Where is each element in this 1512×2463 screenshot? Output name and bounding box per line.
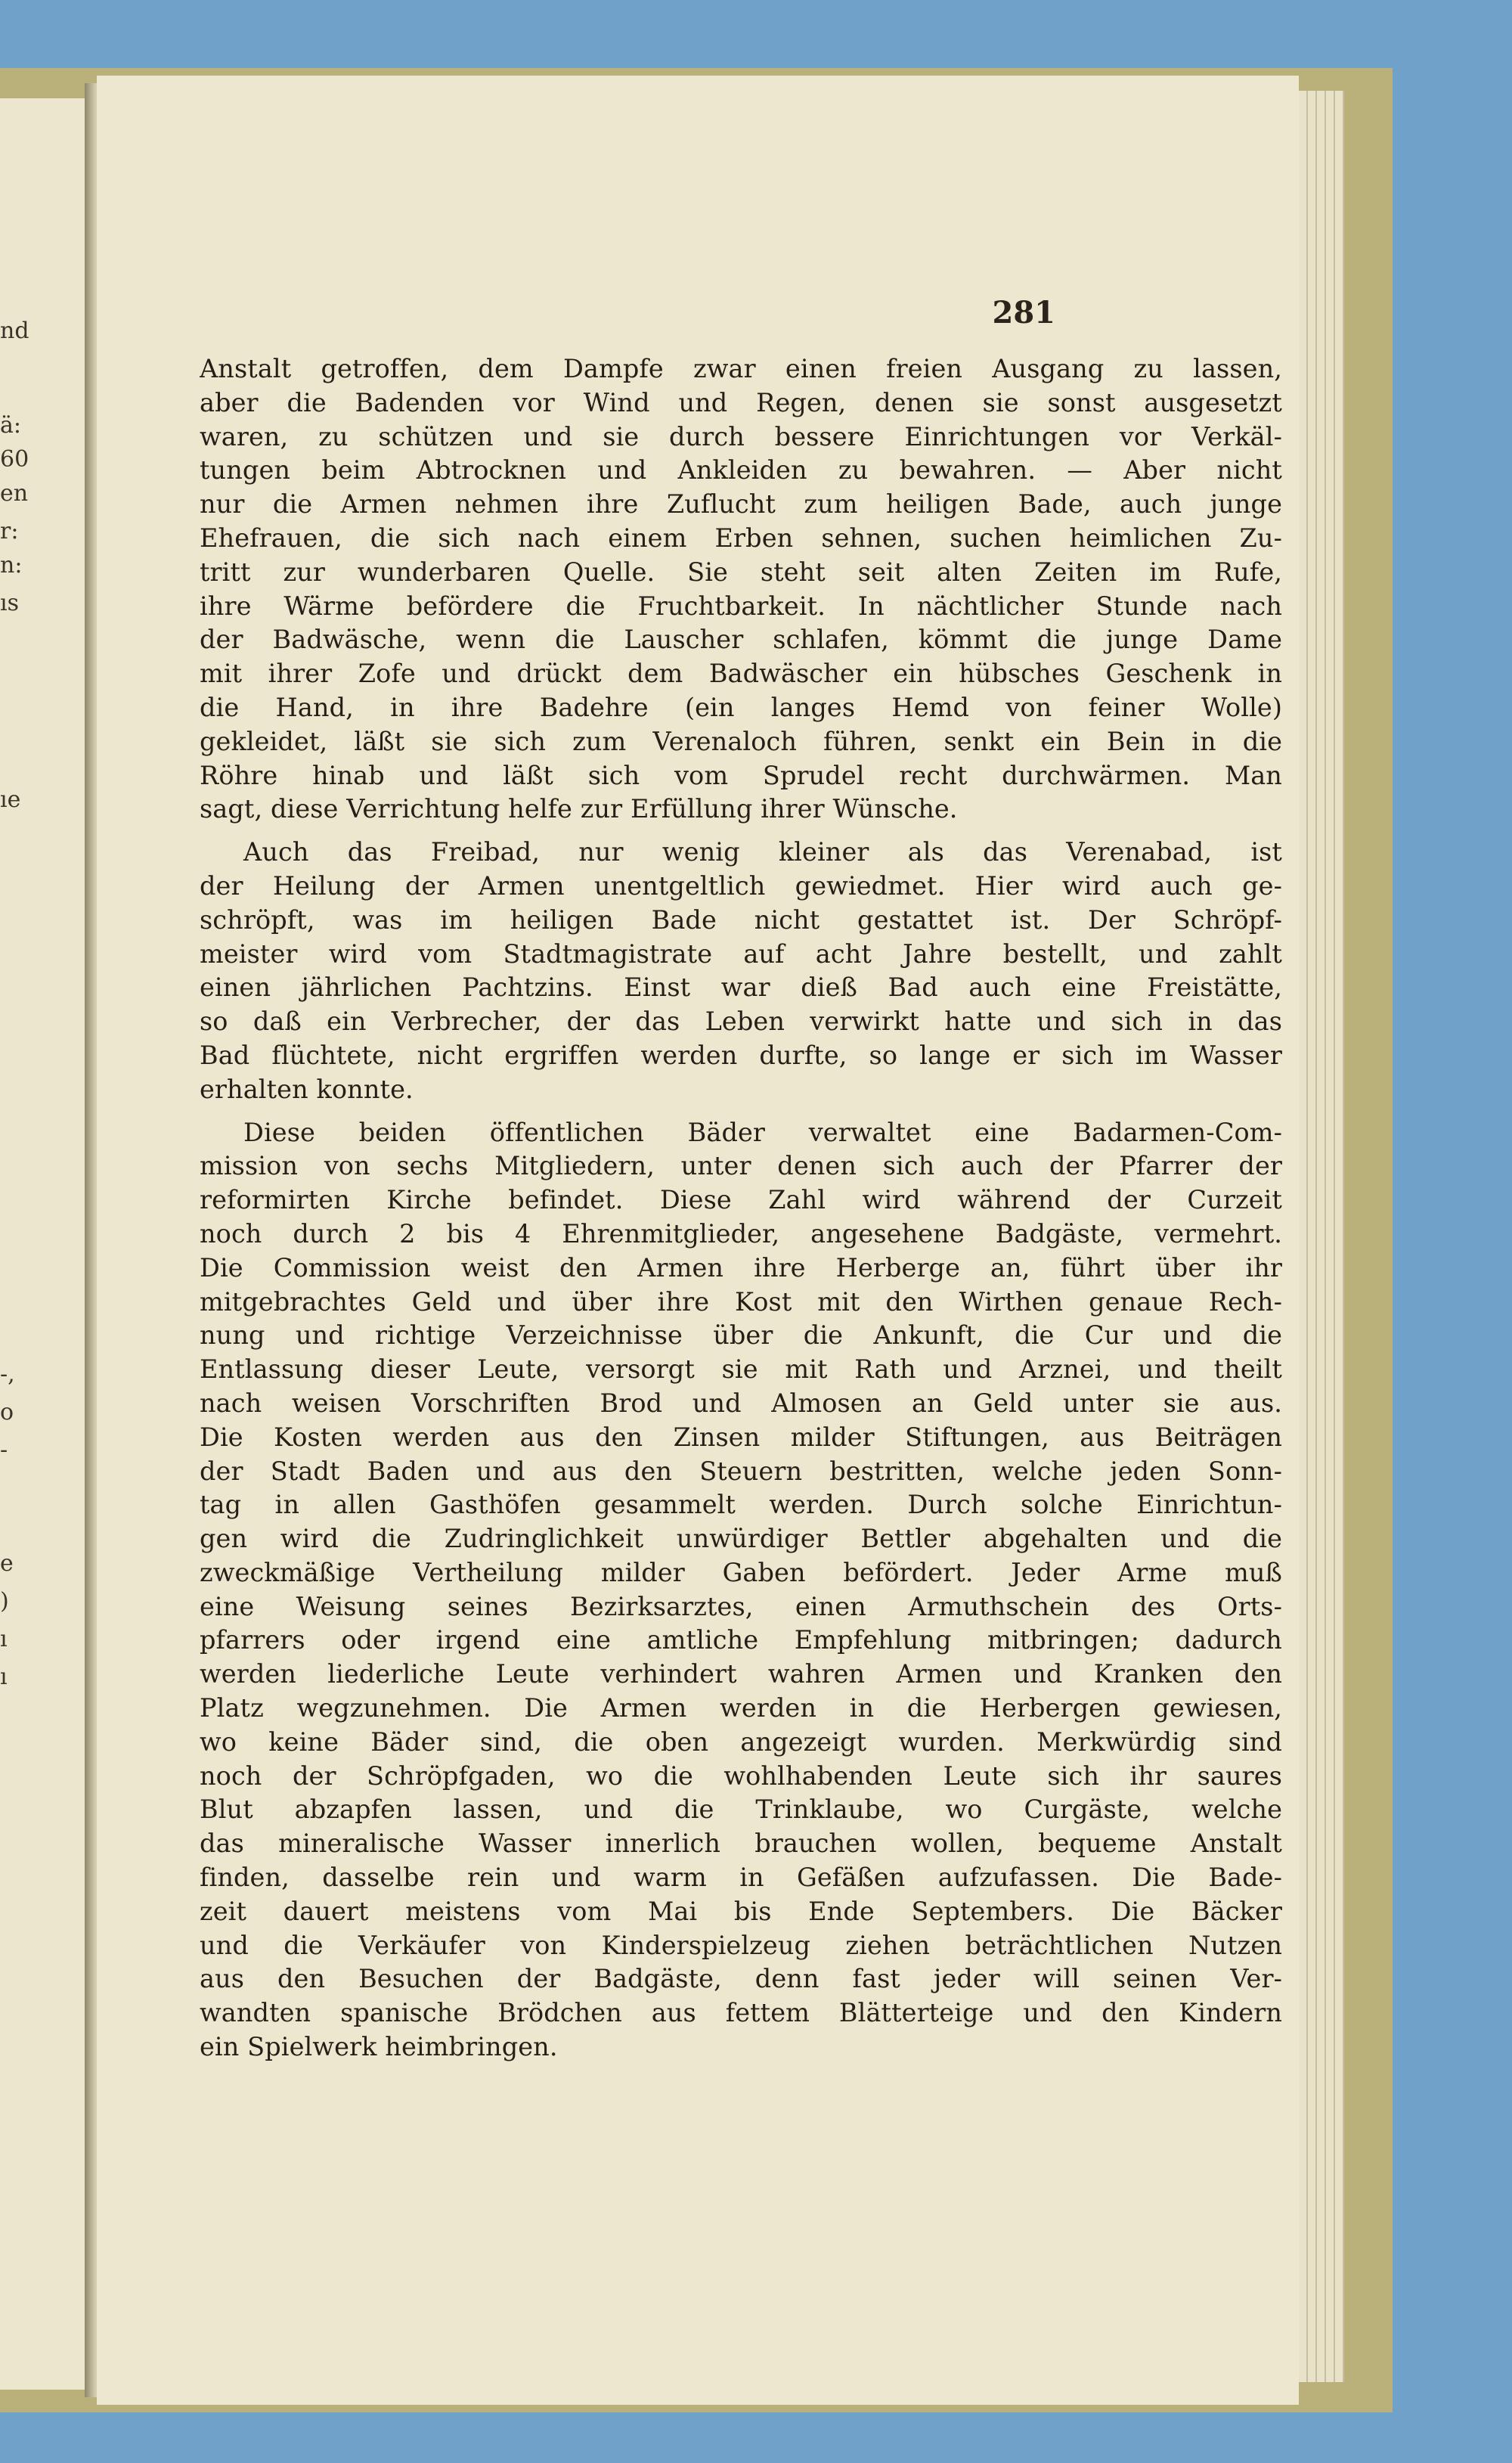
text-line: gen wird die Zudringlichkeit unwürdiger Bettler abgehalten und die	[200, 1524, 1282, 1554]
text-line: einen jährlichen Pachtzins. Einst war dieß Bad auch eine Freistätte,	[200, 972, 1282, 1003]
left-page-fragment: o	[0, 1399, 14, 1425]
left-page-fragment: e	[0, 1550, 14, 1577]
text-line: ihre Wärme befördere die Fruchtbarkeit. In nächtlicher Stunde nach	[200, 591, 1282, 621]
text-line: wandten spanische Brödchen aus fettem Blätterteige und den Kindern	[200, 1998, 1282, 2028]
text-line: mit ihrer Zofe und drückt dem Badwäscher ein hübsches Geschenk in	[200, 659, 1282, 689]
left-page-fragment: nd	[0, 318, 29, 344]
left-page-fragment: ı	[0, 1664, 8, 1690]
text-line: meister wird vom Stadtmagistrate auf acht Jahre bestellt, und zahlt	[200, 938, 1282, 969]
text-line: nur die Armen nehmen ihre Zuflucht zum heiligen Bade, auch junge	[200, 489, 1282, 520]
text-line: ein Spielwerk heimbringen.	[200, 2032, 558, 2062]
text-line: Platz wegzunehmen. Die Armen werden in die Herbergen gewiesen,	[200, 1693, 1282, 1723]
text-line: reformirten Kirche befindet. Diese Zahl wird während der Curzeit	[200, 1185, 1282, 1215]
left-page-fragment: en	[0, 480, 29, 507]
text-line: Die Kosten werden aus den Zinsen milder Stiftungen, aus Beiträgen	[200, 1422, 1282, 1452]
text-line: und die Verkäufer von Kinderspielzeug ziehen beträchtlichen Nutzen	[200, 1930, 1282, 1960]
text-line: zweckmäßige Vertheilung milder Gaben befördert. Jeder Arme muß	[200, 1557, 1282, 1587]
left-page-fragment: ıe	[0, 786, 21, 813]
page-edge	[1299, 91, 1308, 2382]
text-line: das mineralische Wasser innerlich brauchen wollen, bequeme Anstalt	[200, 1829, 1282, 1859]
text-line: waren, zu schützen und sie durch bessere Einrichtungen vor Verkäl-	[200, 421, 1282, 451]
left-page-fragment: ıs	[0, 590, 19, 616]
text-line: der Stadt Baden und aus den Steuern bestritten, welche jeden Sonn-	[200, 1456, 1282, 1486]
text-line: Ehefrauen, die sich nach einem Erben sehnen, suchen heimlichen Zu-	[200, 523, 1282, 553]
left-page-fragment: -,	[0, 1361, 15, 1388]
text-line: Auch das Freibad, nur wenig kleiner als das Verenabad, ist	[243, 837, 1282, 867]
left-page-fragment: )	[0, 1588, 9, 1615]
text-line: Blut abzapfen lassen, und die Trinklaube, wo Curgäste, welche	[200, 1795, 1282, 1825]
book-page	[97, 76, 1299, 2405]
text-line: noch durch 2 bis 4 Ehrenmitglieder, angesehene Badgäste, vermehrt.	[200, 1218, 1282, 1249]
left-page-fragment: n:	[0, 552, 23, 579]
page-edge	[1317, 91, 1326, 2382]
text-line: noch der Schröpfgaden, wo die wohlhabenden Leute sich ihr saures	[200, 1760, 1282, 1791]
page-edge	[1326, 91, 1335, 2382]
text-line: wo keine Bäder sind, die oben angezeigt wurden. Merkwürdig sind	[200, 1726, 1282, 1757]
left-page-fragment: r:	[0, 518, 19, 544]
text-line: sagt, diese Verrichtung helfe zur Erfüllung ihrer Wünsche.	[200, 794, 958, 824]
text-line: nung und richtige Verzeichnisse über die Ankunft, die Cur und die	[200, 1320, 1282, 1351]
text-line: erhalten konnte.	[200, 1074, 414, 1104]
text-line: so daß ein Verbrecher, der das Leben verwirkt hatte und sich in das	[200, 1007, 1282, 1037]
text-line: zeit dauert meistens vom Mai bis Ende Septembers. Die Bäcker	[200, 1896, 1282, 1926]
text-line: tag in allen Gasthöfen gesammelt werden. Durch solche Einrichtun-	[200, 1490, 1282, 1520]
text-line: der Heilung der Armen unentgeltlich gewiedmet. Hier wird auch ge-	[200, 870, 1282, 901]
page-edge	[1335, 91, 1344, 2382]
left-page-edge	[0, 98, 91, 2390]
paragraph-gap	[200, 1107, 1282, 1116]
left-page-fragment: ı	[0, 1626, 8, 1652]
text-line: Entlassung dieser Leute, versorgt sie mit Rath und Arznei, und theilt	[200, 1354, 1282, 1385]
text-line: aber die Badenden vor Wind und Regen, denen sie sonst ausgesetzt	[200, 387, 1282, 417]
text-line: finden, dasselbe rein und warm in Gefäßen aufzufassen. Die Bade-	[200, 1863, 1282, 1893]
text-line: eine Weisung seines Bezirksarztes, einen Armuthschein des Orts-	[200, 1591, 1282, 1621]
text-line: Bad flüchtete, nicht ergriffen werden durfte, so lange er sich im Wasser	[200, 1040, 1282, 1070]
body-text	[200, 352, 1282, 2064]
text-line: schröpft, was im heiligen Bade nicht gestattet ist. Der Schröpf-	[200, 904, 1282, 935]
text-line: Röhre hinab und läßt sich vom Sprudel recht durchwärmen. Man	[200, 760, 1282, 790]
text-line: werden liederliche Leute verhindert wahren Armen und Kranken den	[200, 1659, 1282, 1689]
text-line: mission von sechs Mitgliedern, unter denen sich auch der Pfarrer der	[200, 1151, 1282, 1181]
left-page-fragment: ä:	[0, 412, 21, 439]
text-line: Die Commission weist den Armen ihre Herberge an, führt über ihr	[200, 1252, 1282, 1283]
text-line: mitgebrachtes Geld und über ihre Kost mit den Wirthen genaue Rech-	[200, 1286, 1282, 1317]
left-page-fragment: -	[0, 1437, 8, 1463]
text-line: aus den Besuchen der Badgäste, denn fast jeder will seinen Ver-	[200, 1964, 1282, 1994]
text-line: der Badwäsche, wenn die Lauscher schlafen, kömmt die junge Dame	[200, 625, 1282, 655]
text-line: tungen beim Abtrocknen und Ankleiden zu bewahren. — Aber nicht	[200, 455, 1282, 485]
page-edge	[1308, 91, 1317, 2382]
text-line: tritt zur wunderbaren Quelle. Sie steht seit alten Zeiten im Rufe,	[200, 557, 1282, 587]
text-line: nach weisen Vorschriften Brod und Almosen an Geld unter sie aus.	[200, 1388, 1282, 1418]
text-line: die Hand, in ihre Badehre (ein langes Hemd von feiner Wolle)	[200, 692, 1282, 722]
left-page-fragment: 60	[0, 446, 29, 473]
text-line: pfarrers oder irgend eine amtliche Empfehlung mitbringen; dadurch	[200, 1625, 1282, 1655]
text-line: Diese beiden öffentlichen Bäder verwaltet eine Badarmen-Com-	[243, 1117, 1282, 1147]
page-number: 281	[992, 295, 1055, 330]
paragraph-gap	[200, 827, 1282, 836]
text-line: Anstalt getroffen, dem Dampfe zwar einen freien Ausgang zu lassen,	[200, 354, 1282, 383]
text-line: gekleidet, läßt sie sich zum Verenaloch führen, senkt ein Bein in die	[200, 726, 1282, 756]
